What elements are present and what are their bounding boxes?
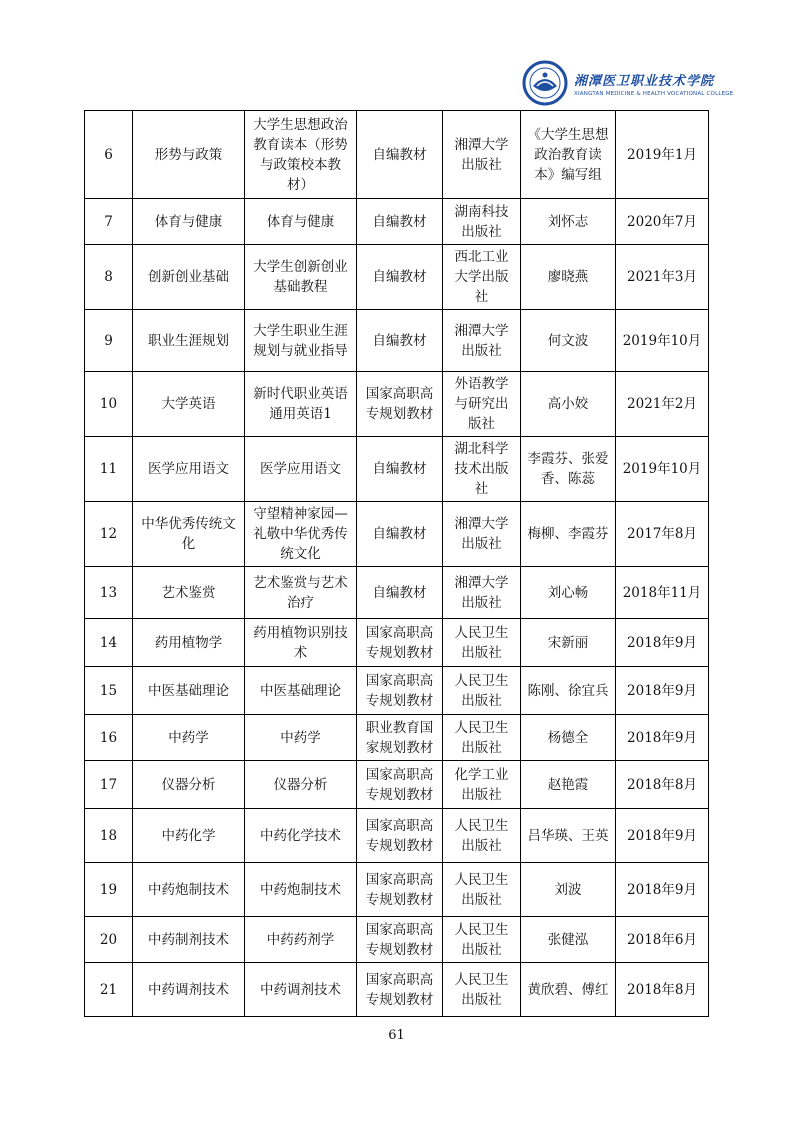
cell-course: 药用植物学 [133, 619, 245, 667]
cell-textbook: 大学生思想政治教育读本（形势与政策校本教材） [245, 111, 357, 199]
header-logo [522, 60, 752, 106]
cell-no: 14 [85, 619, 133, 667]
cell-publisher: 人民卫生出版社 [443, 963, 521, 1017]
cell-type: 国家高职高专规划教材 [357, 917, 443, 963]
table-row [85, 863, 709, 917]
cell-course: 仪器分析 [133, 761, 245, 809]
cell-course: 中药制剂技术 [133, 917, 245, 963]
table-row [85, 437, 709, 502]
cell-type: 自编教材 [357, 310, 443, 372]
cell-publisher: 湘潭大学出版社 [443, 111, 521, 199]
cell-author: 刘心畅 [521, 567, 616, 619]
cell-author: 黄欣碧、傅红 [521, 963, 616, 1017]
cell-publisher: 湘潭大学出版社 [443, 567, 521, 619]
page-number: 61 [388, 1028, 405, 1043]
cell-textbook: 大学生职业生涯规划与就业指导 [245, 310, 357, 372]
cell-date: 2018年9月 [616, 667, 709, 715]
cell-type: 国家高职高专规划教材 [357, 963, 443, 1017]
cell-course: 中药调剂技术 [133, 963, 245, 1017]
cell-publisher: 湘潭大学出版社 [443, 502, 521, 567]
cell-no: 10 [85, 372, 133, 437]
cell-type: 职业教育国家规划教材 [357, 715, 443, 761]
cell-textbook: 体育与健康 [245, 199, 357, 245]
table-row [85, 761, 709, 809]
table-row [85, 502, 709, 567]
cell-no: 12 [85, 502, 133, 567]
cell-author: 宋新丽 [521, 619, 616, 667]
cell-date: 2018年9月 [616, 809, 709, 863]
cell-type: 自编教材 [357, 199, 443, 245]
cell-textbook: 药用植物识别技术 [245, 619, 357, 667]
cell-course: 中医基础理论 [133, 667, 245, 715]
table-row [85, 963, 709, 1017]
cell-no: 18 [85, 809, 133, 863]
cell-type: 自编教材 [357, 502, 443, 567]
cell-author: 高小姣 [521, 372, 616, 437]
cell-no: 7 [85, 199, 133, 245]
table-row [85, 310, 709, 372]
table-row [85, 567, 709, 619]
table-row [85, 111, 709, 199]
cell-publisher: 西北工业大学出版社 [443, 245, 521, 310]
table-row [85, 245, 709, 310]
cell-publisher: 湖南科技出版社 [443, 199, 521, 245]
cell-author: 廖晓燕 [521, 245, 616, 310]
cell-textbook: 大学生创新创业基础教程 [245, 245, 357, 310]
cell-course: 中华优秀传统文化 [133, 502, 245, 567]
cell-publisher: 湖北科学技术出版社 [443, 437, 521, 502]
cell-course: 创新创业基础 [133, 245, 245, 310]
cell-type: 自编教材 [357, 111, 443, 199]
cell-textbook: 医学应用语文 [245, 437, 357, 502]
cell-no: 9 [85, 310, 133, 372]
table-row [85, 619, 709, 667]
cell-publisher: 人民卫生出版社 [443, 715, 521, 761]
college-emblem-icon [522, 60, 568, 106]
table-row [85, 809, 709, 863]
cell-date: 2018年9月 [616, 863, 709, 917]
cell-author: 吕华瑛、王英 [521, 809, 616, 863]
cell-publisher: 人民卫生出版社 [443, 863, 521, 917]
school-name: 湘潭医卫职业技术学院 [574, 73, 715, 89]
cell-date: 2019年1月 [616, 111, 709, 199]
school-name-en: XIANGTAN MEDICINE & HEALTH VOCATIONAL COLLEGE [574, 90, 734, 97]
cell-type: 国家高职高专规划教材 [357, 667, 443, 715]
cell-no: 17 [85, 761, 133, 809]
table-row [85, 667, 709, 715]
table-body [85, 111, 709, 1017]
cell-date: 2020年7月 [616, 199, 709, 245]
cell-publisher: 化学工业出版社 [443, 761, 521, 809]
cell-author: 陈刚、徐宜兵 [521, 667, 616, 715]
cell-textbook: 中药炮制技术 [245, 863, 357, 917]
cell-author: 刘波 [521, 863, 616, 917]
cell-type: 国家高职高专规划教材 [357, 761, 443, 809]
cell-textbook: 中药调剂技术 [245, 963, 357, 1017]
cell-author: 李霞芬、张爱香、陈蕊 [521, 437, 616, 502]
cell-textbook: 中医基础理论 [245, 667, 357, 715]
cell-no: 21 [85, 963, 133, 1017]
cell-course: 医学应用语文 [133, 437, 245, 502]
cell-no: 20 [85, 917, 133, 963]
table-row [85, 917, 709, 963]
cell-course: 体育与健康 [133, 199, 245, 245]
cell-publisher: 外语教学与研究出版社 [443, 372, 521, 437]
cell-course: 中药学 [133, 715, 245, 761]
cell-publisher: 人民卫生出版社 [443, 917, 521, 963]
cell-no: 13 [85, 567, 133, 619]
cell-date: 2021年2月 [616, 372, 709, 437]
cell-author: 梅柳、李霞芬 [521, 502, 616, 567]
cell-no: 6 [85, 111, 133, 199]
cell-date: 2019年10月 [616, 310, 709, 372]
cell-textbook: 仪器分析 [245, 761, 357, 809]
cell-date: 2018年8月 [616, 963, 709, 1017]
cell-date: 2018年9月 [616, 619, 709, 667]
cell-type: 自编教材 [357, 567, 443, 619]
cell-publisher: 湘潭大学出版社 [443, 310, 521, 372]
cell-type: 国家高职高专规划教材 [357, 372, 443, 437]
cell-publisher: 人民卫生出版社 [443, 619, 521, 667]
cell-type: 国家高职高专规划教材 [357, 809, 443, 863]
table-row [85, 372, 709, 437]
cell-no: 19 [85, 863, 133, 917]
cell-publisher: 人民卫生出版社 [443, 809, 521, 863]
cell-type: 国家高职高专规划教材 [357, 863, 443, 917]
cell-course: 中药炮制技术 [133, 863, 245, 917]
cell-author: 刘怀志 [521, 199, 616, 245]
cell-textbook: 艺术鉴赏与艺术治疗 [245, 567, 357, 619]
cell-no: 16 [85, 715, 133, 761]
cell-publisher: 人民卫生出版社 [443, 667, 521, 715]
table-row [85, 199, 709, 245]
cell-course: 中药化学 [133, 809, 245, 863]
cell-course: 大学英语 [133, 372, 245, 437]
cell-author: 张健泓 [521, 917, 616, 963]
textbook-table [84, 110, 709, 1017]
cell-author: 赵艳霞 [521, 761, 616, 809]
cell-no: 8 [85, 245, 133, 310]
cell-type: 国家高职高专规划教材 [357, 619, 443, 667]
cell-course: 艺术鉴赏 [133, 567, 245, 619]
cell-textbook: 中药学 [245, 715, 357, 761]
cell-date: 2019年10月 [616, 437, 709, 502]
cell-author: 《大学生思想政治教育读本》编写组 [521, 111, 616, 199]
table-row [85, 715, 709, 761]
cell-date: 2018年11月 [616, 567, 709, 619]
cell-textbook: 中药化学技术 [245, 809, 357, 863]
cell-author: 杨德全 [521, 715, 616, 761]
cell-textbook: 中药药剂学 [245, 917, 357, 963]
cell-course: 职业生涯规划 [133, 310, 245, 372]
cell-date: 2018年8月 [616, 761, 709, 809]
cell-date: 2018年9月 [616, 715, 709, 761]
cell-type: 自编教材 [357, 245, 443, 310]
cell-textbook: 守望精神家园—礼敬中华优秀传统文化 [245, 502, 357, 567]
cell-textbook: 新时代职业英语通用英语1 [245, 372, 357, 437]
cell-author: 何文波 [521, 310, 616, 372]
cell-date: 2021年3月 [616, 245, 709, 310]
cell-date: 2018年6月 [616, 917, 709, 963]
cell-no: 15 [85, 667, 133, 715]
cell-no: 11 [85, 437, 133, 502]
cell-date: 2017年8月 [616, 502, 709, 567]
cell-course: 形势与政策 [133, 111, 245, 199]
cell-type: 自编教材 [357, 437, 443, 502]
